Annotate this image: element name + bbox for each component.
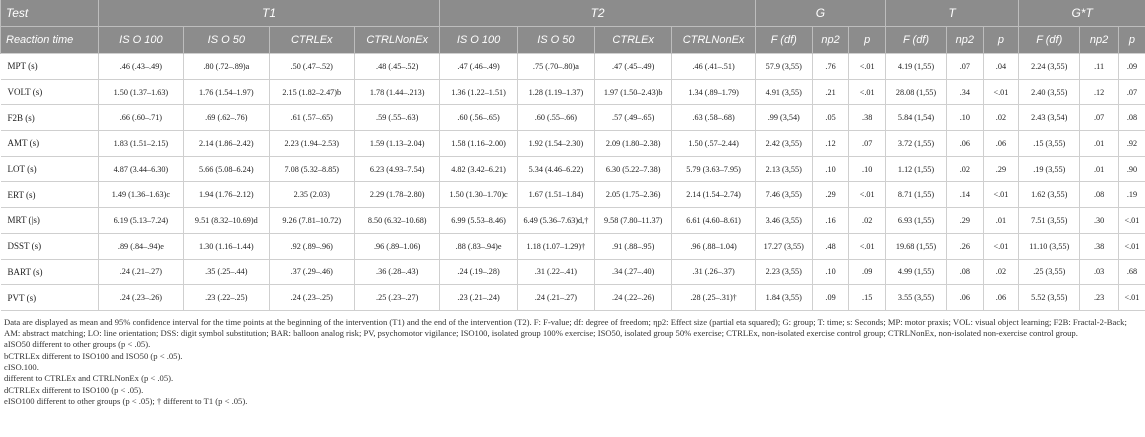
table-cell: .66 (.60–.71) — [98, 105, 183, 131]
table-cell: 3.46 (3,55) — [755, 208, 812, 234]
table-cell: 6.19 (5.13–7.24) — [98, 208, 183, 234]
table-cell: 1.76 (1.54–1.97) — [184, 79, 269, 105]
table-cell: .06 — [983, 131, 1019, 157]
table-cell: 1.92 (1.54–2.30) — [517, 131, 594, 157]
column-header: CTRLEx — [595, 27, 672, 54]
row-label: ERT (s) — [1, 182, 99, 208]
table-cell: .15 (3,55) — [1019, 131, 1080, 157]
table-cell: 9.58 (7.80–11.37) — [595, 208, 672, 234]
footnote: different to CTRLEx and CTRLNonEx (p < .05). — [4, 373, 174, 384]
table-cell: .07 — [1080, 105, 1119, 131]
table-cell: .92 (.89–.96) — [269, 233, 354, 259]
table-cell: .28 (.25–.31)† — [672, 285, 755, 311]
table-cell: 8.71 (1,55) — [885, 182, 946, 208]
table-cell: .23 (.21–.24) — [440, 285, 517, 311]
table-cell: 1.58 (1.16–2.00) — [440, 131, 517, 157]
row-label: PVT (s) — [1, 285, 99, 311]
table-cell: .14 — [947, 182, 984, 208]
table-cell: 5.66 (5.08–6.24) — [184, 156, 269, 182]
row-label: AMT (s) — [1, 131, 99, 157]
table-cell: 2.24 (3,55) — [1019, 54, 1080, 80]
table-cell: .46 (.41–.51) — [672, 54, 755, 80]
table-cell: 4.82 (3.42–6.21) — [440, 156, 517, 182]
table-cell: 4.91 (3,55) — [755, 79, 812, 105]
table-cell: .59 (.55–.63) — [354, 105, 439, 131]
table-cell: 1.28 (1.19–1.37) — [517, 79, 594, 105]
table-cell: .24 (.22–.26) — [595, 285, 672, 311]
table-cell: .19 (3,55) — [1019, 156, 1080, 182]
column-header: F (df) — [885, 27, 946, 54]
table-cell: .02 — [849, 208, 886, 234]
column-header: p — [983, 27, 1019, 54]
table-cell: .88 (.83–.94)e — [440, 233, 517, 259]
row-label: BART (s) — [1, 259, 99, 285]
table-cell: 2.23 (1.94–2.53) — [269, 131, 354, 157]
table-cell: 2.14 (1.86–2.42) — [184, 131, 269, 157]
table-cell: 4.99 (1,55) — [885, 259, 946, 285]
table-row — [1, 131, 1145, 157]
table-cell: .09 — [849, 259, 886, 285]
table-cell: .31 (.26–.37) — [672, 259, 755, 285]
table-cell: .07 — [849, 131, 886, 157]
column-header: p — [849, 27, 886, 54]
footnote: bCTRLEx different to ISO100 and ISO50 (p < .05). — [4, 350, 183, 361]
table-cell: .06 — [983, 285, 1019, 311]
table-cell: .12 — [1080, 79, 1119, 105]
table-cell: .30 — [1080, 208, 1119, 234]
table-cell: <.01 — [849, 54, 886, 80]
column-header: IS O 50 — [517, 27, 594, 54]
table-cell: .08 — [1080, 182, 1119, 208]
table-cell: .24 (.21–.27) — [98, 259, 183, 285]
table-cell: 6.99 (5.53–8.46) — [440, 208, 517, 234]
table-cell: 1.34 (.89–1.79) — [672, 79, 755, 105]
table-cell: 9.51 (8.32–10.69)d — [184, 208, 269, 234]
table-cell: 1.12 (1,55) — [885, 156, 946, 182]
table-cell: 5.84 (1,54) — [885, 105, 946, 131]
table-cell: 17.27 (3,55) — [755, 233, 812, 259]
table-row — [1, 156, 1145, 182]
table-cell: 2.23 (3,55) — [755, 259, 812, 285]
table-cell: .61 (.57–.65) — [269, 105, 354, 131]
table-cell: 1.50 (1.30–1.70)c — [440, 182, 517, 208]
table-cell: .10 — [947, 105, 984, 131]
table-cell: 5.79 (3.63–7.95) — [672, 156, 755, 182]
table-row — [1, 79, 1145, 105]
table-cell: .02 — [947, 156, 984, 182]
table-cell: 7.51 (3,55) — [1019, 208, 1080, 234]
table-row — [1, 182, 1145, 208]
table-cell: .05 — [812, 105, 849, 131]
header-group-gxt: G*T — [1019, 0, 1145, 27]
table-cell: 1.50 (.57–2.44) — [672, 131, 755, 157]
table-cell: <.01 — [983, 233, 1019, 259]
table-cell: .24 (.21–.27) — [517, 285, 594, 311]
column-header: np2 — [812, 27, 849, 54]
table-cell: .60 (.56–.65) — [440, 105, 517, 131]
table-cell: .75 (.70–.80)a — [517, 54, 594, 80]
table-body — [1, 54, 1145, 311]
table-cell: .29 — [812, 182, 849, 208]
table-cell: .11 — [1080, 54, 1119, 80]
table-cell: 5.34 (4.46–6.22) — [517, 156, 594, 182]
table-cell: .06 — [947, 285, 984, 311]
header-test: Test — [1, 0, 99, 27]
row-label: LOT (s) — [1, 156, 99, 182]
column-header: IS O 100 — [98, 27, 183, 54]
table-cell: 1.50 (1.37–1.63) — [98, 79, 183, 105]
table-cell: <.01 — [1118, 208, 1145, 234]
table-cell: 1.30 (1.16–1.44) — [184, 233, 269, 259]
table-cell: 1.83 (1.51–2.15) — [98, 131, 183, 157]
table-cell: .29 — [947, 208, 984, 234]
table-cell: <.01 — [849, 233, 886, 259]
column-header: F (df) — [1019, 27, 1080, 54]
column-header: p — [1118, 27, 1145, 54]
column-header: np2 — [947, 27, 984, 54]
row-label: VOLT (s) — [1, 79, 99, 105]
row-label: F2B (s) — [1, 105, 99, 131]
table-cell: .24 (.23–.25) — [269, 285, 354, 311]
table-cell: 4.19 (1,55) — [885, 54, 946, 80]
table-cell: 2.15 (1.82–2.47)b — [269, 79, 354, 105]
table-cell: .38 — [849, 105, 886, 131]
table-cell: .38 — [1080, 233, 1119, 259]
table-cell: .07 — [1118, 79, 1145, 105]
column-header: CTRLNonEx — [354, 27, 439, 54]
table-cell: 1.18 (1.07–1.29)† — [517, 233, 594, 259]
table-cell: .08 — [1118, 105, 1145, 131]
table-row — [1, 233, 1145, 259]
table-cell: .89 (.84–.94)e — [98, 233, 183, 259]
row-label: MPT (s) — [1, 54, 99, 80]
table-cell: .09 — [1118, 54, 1145, 80]
footnote: Data are displayed as mean and 95% confidence interval for the time points at the beginning of the intervention (T1) and the end of the intervention (T2). F: F-value; df: degree of freedom; ηp2: Effect size (partial eta squared); G: group; T: time; s: Seconds; MP: motor praxis; VOL: visual object learning; F2B: Fractal-2-Back; AM: abstract matching; LO: line orientation; DSS: digit symbol substitution; BAR: balloon analog risk; PV, psychomotor vigilance; ISO100, isolated group 100% exercise; ISO50, isolated group 50% exercise; CTRLEx, non-isolated exercise control group; CTRLNonEx, non-isolated non-exercise control group. — [4, 316, 1127, 339]
table-cell: <.01 — [849, 79, 886, 105]
table-cell: 1.84 (3,55) — [755, 285, 812, 311]
table-cell: 4.87 (3.44–6.30) — [98, 156, 183, 182]
table-cell: 1.59 (1.13–2.04) — [354, 131, 439, 157]
table-cell: .34 (.27–.40) — [595, 259, 672, 285]
header-group-t1: T1 — [98, 0, 440, 27]
table-cell: .96 (.89–1.06) — [354, 233, 439, 259]
table-cell: .23 — [1080, 285, 1119, 311]
table-cell: .34 — [947, 79, 984, 105]
table-cell: .26 — [947, 233, 984, 259]
table-cell: .31 (.22–.41) — [517, 259, 594, 285]
table-cell: 1.94 (1.76–2.12) — [184, 182, 269, 208]
table-cell: .57 (.49–.65) — [595, 105, 672, 131]
table-cell: 3.55 (3,55) — [885, 285, 946, 311]
column-header: IS O 50 — [184, 27, 269, 54]
table-cell: 7.46 (3,55) — [755, 182, 812, 208]
footnote: eISO100 different to other groups (p < .05); † different to T1 (p < .05). — [4, 395, 248, 406]
column-header: IS O 100 — [440, 27, 517, 54]
table-cell: .29 — [983, 156, 1019, 182]
table-cell: .25 (3,55) — [1019, 259, 1080, 285]
table-cell: 28.08 (1,55) — [885, 79, 946, 105]
table-cell: 2.13 (3,55) — [755, 156, 812, 182]
table-cell: 1.97 (1.50–2.43)b — [595, 79, 672, 105]
header-group-t2: T2 — [440, 0, 755, 27]
table-cell: .68 — [1118, 259, 1145, 285]
footnote: dCTRLEx different to ISO100 (p < .05). — [4, 384, 144, 395]
table-cell: .24 (.23–.26) — [98, 285, 183, 311]
table-row — [1, 105, 1145, 131]
table-cell: .01 — [983, 208, 1019, 234]
table-cell: .03 — [1080, 259, 1119, 285]
table-cell: <.01 — [849, 182, 886, 208]
table-cell: 9.26 (7.81–10.72) — [269, 208, 354, 234]
table-cell: .21 — [812, 79, 849, 105]
table-cell: .48 (.45–.52) — [354, 54, 439, 80]
table-row — [1, 54, 1145, 80]
row-label: MRT (|s) — [1, 208, 99, 234]
table-cell: .80 (.72–.89)a — [184, 54, 269, 80]
table-cell: 57.9 (3,55) — [755, 54, 812, 80]
table-cell: .02 — [983, 259, 1019, 285]
table-cell: 3.72 (1,55) — [885, 131, 946, 157]
header-group-t: T — [885, 0, 1018, 27]
table-cell: 7.08 (5.32–8.85) — [269, 156, 354, 182]
table-cell: 1.78 (1.44–.213) — [354, 79, 439, 105]
table-cell: 2.42 (3,55) — [755, 131, 812, 157]
table-cell: .76 — [812, 54, 849, 80]
table-cell: 1.49 (1.36–1.63)c — [98, 182, 183, 208]
table-cell: .24 (.19–.28) — [440, 259, 517, 285]
table-cell: 2.14 (1.54–2.74) — [672, 182, 755, 208]
table-cell: .69 (.62–.76) — [184, 105, 269, 131]
table-cell: 6.49 (5.36–7.63)d,† — [517, 208, 594, 234]
table-cell: .04 — [983, 54, 1019, 80]
table-cell: .16 — [812, 208, 849, 234]
column-header: CTRLEx — [269, 27, 354, 54]
table-cell: 2.40 (3,55) — [1019, 79, 1080, 105]
footnote: aISO50 different to other groups (p < .05). — [4, 339, 151, 350]
table-cell: .07 — [947, 54, 984, 80]
table-cell: .47 (.46–.49) — [440, 54, 517, 80]
table-cell: <.01 — [983, 79, 1019, 105]
table-footnotes — [0, 311, 1145, 407]
table-cell: .06 — [947, 131, 984, 157]
table-cell: 2.29 (1.78–2.80) — [354, 182, 439, 208]
table-cell: .09 — [812, 285, 849, 311]
table-cell: 2.09 (1.80–2.38) — [595, 131, 672, 157]
table-cell: .35 (.25–.44) — [184, 259, 269, 285]
table-cell: .90 — [1118, 156, 1145, 182]
table-cell: <.01 — [1118, 285, 1145, 311]
row-label: DSST (s) — [1, 233, 99, 259]
footnote: cISO.100. — [4, 362, 39, 373]
table-cell: .99 (3,54) — [755, 105, 812, 131]
table-cell: .23 (.22–.25) — [184, 285, 269, 311]
column-header: F (df) — [755, 27, 812, 54]
table-cell: 6.93 (1,55) — [885, 208, 946, 234]
table-cell: .37 (.29–.46) — [269, 259, 354, 285]
header-group-g: G — [755, 0, 885, 27]
table-cell: 19.68 (1,55) — [885, 233, 946, 259]
table-cell: .15 — [849, 285, 886, 311]
table-cell: 2.35 (2.03) — [269, 182, 354, 208]
table-cell: 11.10 (3,55) — [1019, 233, 1080, 259]
table-cell: .48 — [812, 233, 849, 259]
table-header — [1, 0, 1145, 54]
table-cell: .08 — [947, 259, 984, 285]
table-cell: 2.05 (1.75–2.36) — [595, 182, 672, 208]
table-cell: 6.23 (4.93–7.54) — [354, 156, 439, 182]
table-cell: .50 (.47–.52) — [269, 54, 354, 80]
table-cell: 5.52 (3,55) — [1019, 285, 1080, 311]
table-cell: .63 (.58–.68) — [672, 105, 755, 131]
column-header: np2 — [1080, 27, 1119, 54]
table-cell: 6.61 (4.60–8.61) — [672, 208, 755, 234]
table-row — [1, 259, 1145, 285]
table-cell: .91 (.88–.95) — [595, 233, 672, 259]
table-cell: 1.62 (3,55) — [1019, 182, 1080, 208]
table-cell: .10 — [812, 259, 849, 285]
table-cell: 2.43 (3,54) — [1019, 105, 1080, 131]
table-cell: .92 — [1118, 131, 1145, 157]
table-cell: .25 (.23–.27) — [354, 285, 439, 311]
table-cell: 8.50 (6.32–10.68) — [354, 208, 439, 234]
header-reaction-time: Reaction time — [1, 27, 99, 54]
table-cell: .19 — [1118, 182, 1145, 208]
table-row — [1, 285, 1145, 311]
table-cell: <.01 — [983, 182, 1019, 208]
table-cell: .96 (.88–1.04) — [672, 233, 755, 259]
table-cell: .47 (.45–.49) — [595, 54, 672, 80]
table-cell: .46 (.43–.49) — [98, 54, 183, 80]
table-cell: .60 (.55–.66) — [517, 105, 594, 131]
table-cell: <.01 — [1118, 233, 1145, 259]
table-row — [1, 208, 1145, 234]
table-cell: 1.67 (1.51–1.84) — [517, 182, 594, 208]
table-cell: .12 — [812, 131, 849, 157]
table-cell: .36 (.28–.43) — [354, 259, 439, 285]
table-cell: .10 — [812, 156, 849, 182]
table-cell: .01 — [1080, 156, 1119, 182]
column-header: CTRLNonEx — [672, 27, 755, 54]
table-cell: .10 — [849, 156, 886, 182]
table-cell: .02 — [983, 105, 1019, 131]
table-cell: .01 — [1080, 131, 1119, 157]
table-cell: 6.30 (5.22–7.38) — [595, 156, 672, 182]
table-cell: 1.36 (1.22–1.51) — [440, 79, 517, 105]
